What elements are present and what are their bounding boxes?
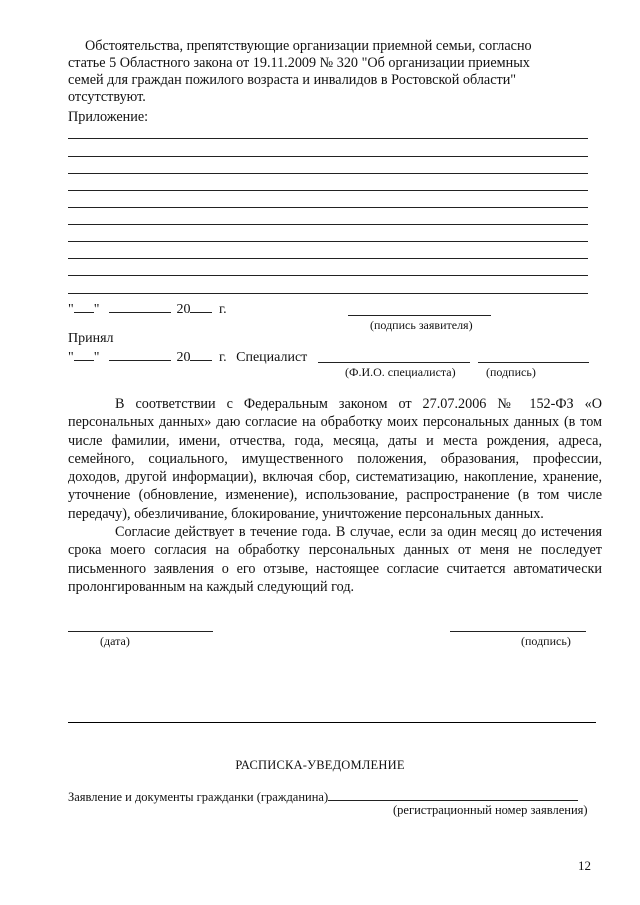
circumstances-line: статье 5 Областного закона от 19.11.2009 № 320 "Об организации приемных [68, 55, 530, 71]
consent-text [68, 395, 602, 596]
appendix-fill-line[interactable] [68, 275, 588, 276]
specialist-signature-field[interactable] [478, 362, 589, 363]
appendix-label: Приложение: [68, 109, 149, 125]
circumstances-line: Обстоятельства, препятствующие организации приемной семьи, согласно [85, 38, 532, 54]
appendix-fill-line[interactable] [68, 224, 588, 225]
quote-open: " [68, 350, 74, 365]
year-prefix: 20 [176, 302, 191, 317]
accepted-label: Принял [68, 331, 114, 346]
circumstances-paragraph [68, 38, 586, 106]
year-prefix: 20 [176, 350, 191, 365]
circumstances-line: отсутствуют. [68, 89, 146, 105]
specialist-label: Специалист [236, 350, 308, 365]
consent-paragraph: В соответствии с Федеральным законом от 27.07.2006 № 152-ФЗ «О персональных данных» даю согласие на обработку моих персональных данных (в том числе фамилии, имени, отчества, года, месяца, даты и места рождения, адреса, семейного, социального, имущественного положения, образования, профессии, доходов, другой информации), включая сбор, систематизацию, накопление, хранение, уточнение (обновление, изменение), использование, распространение (в том числе передачу), обезличивание, блокирование, уничтожение персональных данных. [68, 396, 602, 522]
day-field[interactable] [74, 299, 94, 313]
appendix-fill-line[interactable] [68, 138, 588, 139]
receipt-title: РАСПИСКА-УВЕДОМЛЕНИЕ [235, 758, 405, 772]
consent-validity-paragraph: Согласие действует в течение года. В случае, если за один месяц до истечения срока моего согласия на обработку персональных данных от меня не последует письменного заявления о его отзыве, настоящее согласие считается автоматически пролонгированным на каждый следующий год. [68, 524, 602, 595]
appendix-fill-line[interactable] [68, 241, 588, 242]
applicant-signature-field[interactable] [348, 315, 491, 316]
quote-close: " [93, 302, 100, 317]
section-divider [68, 722, 596, 723]
consent-date-caption: (дата) [100, 634, 130, 648]
year-field[interactable] [190, 299, 212, 313]
year-field[interactable] [190, 347, 212, 361]
registration-number-caption: (регистрационный номер заявления) [393, 803, 588, 817]
appendix-fill-line[interactable] [68, 156, 588, 157]
month-field[interactable] [109, 299, 171, 313]
consent-signature-field[interactable] [450, 631, 586, 632]
applicant-signature-caption: (подпись заявителя) [370, 318, 473, 332]
appendix-fill-line[interactable] [68, 293, 588, 294]
page-number: 12 [578, 858, 591, 873]
year-suffix: г. [218, 350, 227, 365]
applicant-date-row [68, 299, 227, 318]
appendix-fill-line[interactable] [68, 190, 588, 191]
month-field[interactable] [109, 347, 171, 361]
quote-close: " [93, 350, 100, 365]
year-suffix: г. [218, 302, 227, 317]
consent-date-field[interactable] [68, 631, 213, 632]
quote-open: " [68, 302, 74, 317]
consent-signature-caption: (подпись) [521, 634, 571, 648]
registration-number-field[interactable] [328, 788, 578, 801]
specialist-fio-field[interactable] [318, 362, 470, 363]
receipt-line-label: Заявление и документы гражданки (гражданина) [68, 790, 329, 804]
specialist-fio-caption: (Ф.И.О. специалиста) [345, 365, 456, 379]
appendix-fill-line[interactable] [68, 207, 588, 208]
appendix-fill-line[interactable] [68, 258, 588, 259]
appendix-fill-line[interactable] [68, 173, 588, 174]
day-field[interactable] [74, 347, 94, 361]
circumstances-line: семей для граждан пожилого возраста и инвалидов в Ростовской области" [68, 72, 517, 88]
specialist-signature-caption: (подпись) [486, 365, 536, 379]
accepted-date-row [68, 347, 307, 366]
